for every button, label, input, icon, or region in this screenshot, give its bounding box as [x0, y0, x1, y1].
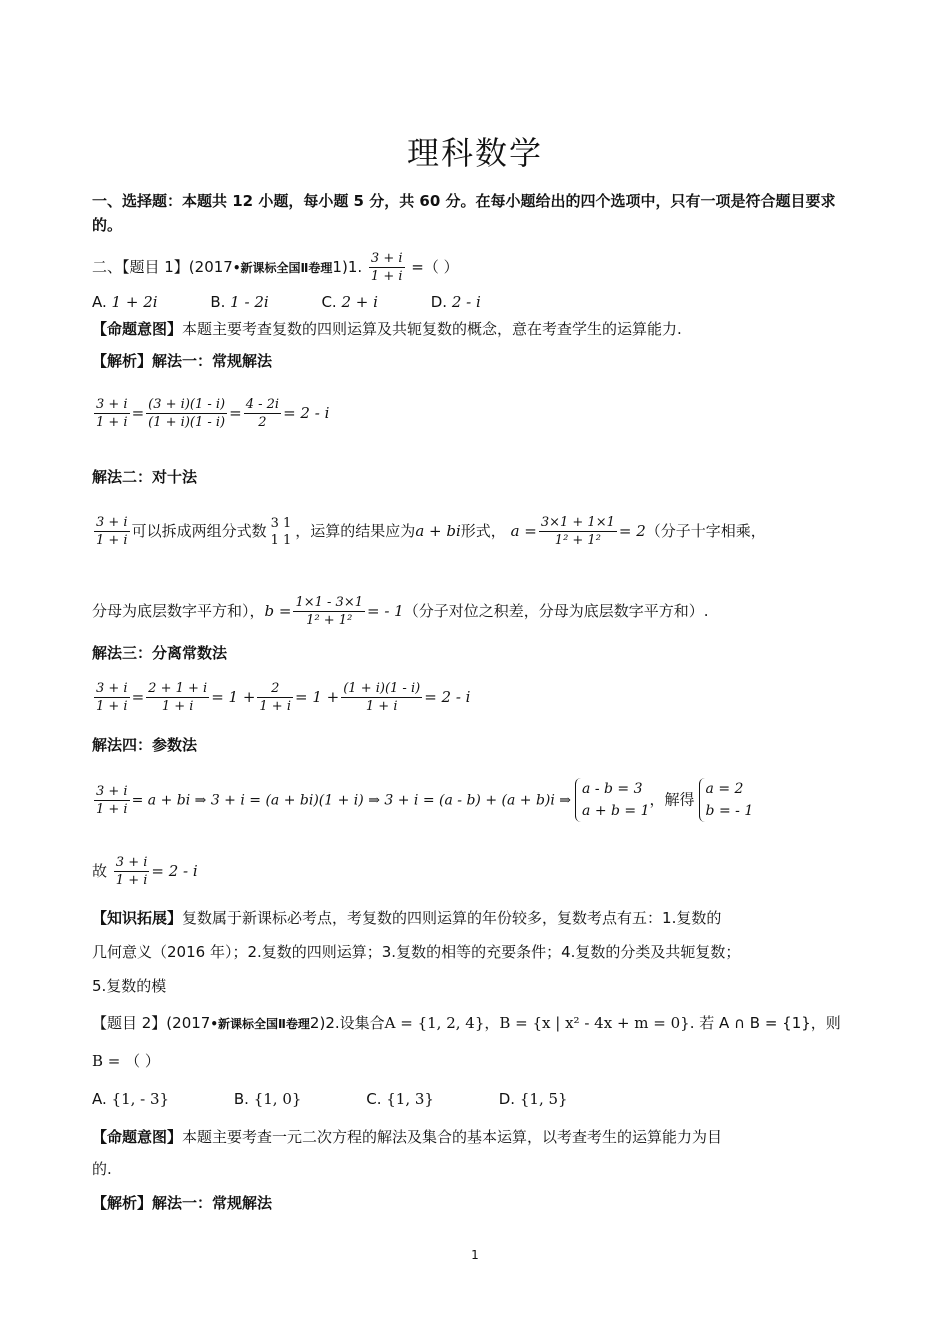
frac-numerator: (3 + i)(1 - i)	[148, 397, 226, 412]
m2-form: a + bi	[415, 522, 461, 540]
m1-frac-2	[146, 396, 227, 431]
m2-b-frac	[293, 594, 365, 629]
frac-denominator: 2	[258, 415, 267, 430]
q1-fraction	[369, 250, 405, 285]
intent-text: 本题主要考查复数的四则运算及共轭复数的概念，意在考查学生的运算能力.	[182, 320, 682, 338]
m1-frac-1	[94, 396, 130, 431]
conclusion-result: = 2 - i	[151, 862, 198, 880]
frac-numerator: 2 + 1 + i	[148, 681, 208, 696]
section-heading-cont: 的。	[92, 216, 123, 234]
frac-denominator: 1 + i	[115, 873, 148, 888]
frac-denominator: 1 + i	[96, 801, 128, 817]
m2-a-rhs: = 2	[618, 522, 646, 540]
option-value: {1, 0}	[253, 1090, 302, 1108]
q1-method4-label: 解法四：参数法	[92, 736, 198, 754]
m2-text-3: 形式，	[460, 522, 506, 540]
frac-numerator: 3 + i	[96, 397, 128, 412]
conclusion-frac	[114, 854, 150, 889]
option-value: {1, 3}	[386, 1090, 434, 1108]
q1-extension-line2: 几何意义（2016 年）；2.复数的四则运算；3.复数的相等的充要条件；4.复数的分类及共轭复数；	[92, 943, 741, 961]
frac-denominator: (1 + i)(1 - i)	[148, 415, 226, 430]
m2-b-rhs: = - 1	[367, 602, 404, 620]
option-value: 2 + i	[341, 293, 378, 311]
m2-text-1: 可以拆成两组分式数	[131, 522, 267, 540]
m1-result: = 2 - i	[283, 404, 330, 422]
q1-option-a	[92, 291, 158, 313]
frac-numerator: 4 - 2i	[245, 397, 280, 412]
q1-extension-line3: 5.复数的模	[92, 977, 167, 995]
option-letter: D.	[430, 293, 448, 311]
grid-top: 3 1	[270, 515, 292, 531]
q2-analysis-label: 【解析】解法一：常规解法	[92, 1194, 273, 1212]
q2-suffix: 2)2.设集合	[309, 1014, 385, 1032]
frac-denominator: 1² + 1²	[306, 613, 353, 628]
frac-numerator: 3 + i	[96, 783, 128, 799]
option-value: 1 + 2i	[111, 293, 158, 311]
option-letter: A.	[92, 293, 107, 311]
q2-intent-line1	[92, 1126, 722, 1148]
q2-intent-line2: 的.	[92, 1160, 112, 1178]
option-letter: C.	[321, 293, 337, 311]
extension-label: 【知识拓展】	[92, 909, 183, 927]
q1-method3-equation: $\frac{3 + i}{1 + i}$ = $\frac{2 + 1 + i}{1 + i}$ = 1 + $\frac{2}{1 + i}$ = 1 + $\frac{(1 + i)(1 - i)}{1 + i}$ = 2 - i	[96, 681, 471, 714]
m3-frac-3	[257, 680, 293, 715]
option-letter: A.	[92, 1090, 107, 1108]
q1-option-b	[210, 291, 268, 313]
q1-option-c	[321, 291, 377, 313]
intent-label: 【命题意图】	[92, 1128, 183, 1146]
q1-eq: =（ ）	[411, 258, 459, 276]
m2-b-lhs: b =	[264, 602, 292, 620]
grid-bottom: 1 1	[270, 532, 292, 548]
q1-options	[92, 291, 529, 313]
q1-method2-line2	[92, 594, 709, 629]
q2-set-a: A = {1, 2, 4}	[384, 1014, 485, 1032]
page-number: 1	[471, 1248, 479, 1262]
m3-frac-2	[146, 680, 209, 715]
m3-result: = 2 - i	[424, 688, 471, 706]
q1-analysis-label: 【解析】解法一：常规解法	[92, 352, 273, 370]
m4-solve-text: ，解得	[649, 790, 695, 809]
frac-numerator: 3×1 + 1×1	[540, 515, 615, 530]
question-1-stem	[92, 250, 459, 285]
frac-denominator: 1 + i	[259, 699, 291, 714]
section-heading: 一、选择题：本题共 12 小题，每小题 5 分，共 60 分。在每小题给出的四个选项中，只有一项是符合题目要求	[92, 192, 836, 210]
q2-prefix: 【题目 2】(2017	[92, 1014, 211, 1032]
option-letter: D.	[498, 1090, 516, 1108]
q2-option-b	[234, 1088, 302, 1110]
m3-mid-1: = 1 +	[211, 688, 256, 706]
m4-system	[575, 778, 649, 822]
m3-frac-4	[341, 680, 422, 715]
q1-source: •新课标全国Ⅱ卷理	[232, 261, 333, 275]
frac-numerator: 2	[257, 680, 293, 698]
m4-solution	[699, 778, 754, 822]
q1-intent	[92, 318, 682, 340]
system-eq-1: a - b = 3	[582, 781, 643, 797]
m2-text-4: （分子十字相乘，	[645, 522, 766, 540]
frac-numerator: 3 + i	[115, 855, 148, 870]
q1-option-d	[431, 291, 481, 313]
option-letter: B.	[233, 1090, 249, 1108]
frac-numerator: 3 + i	[370, 251, 403, 266]
q1-method4-equation	[92, 778, 753, 822]
frac-denominator: 1 + i	[96, 533, 128, 548]
option-value: {1, - 3}	[111, 1090, 170, 1108]
frac-denominator: 1 + i	[365, 699, 398, 714]
q2-source: •新课标全国Ⅱ卷理	[210, 1017, 310, 1031]
q1-suffix: 1)1.	[332, 258, 363, 276]
page-title: 理科数学	[406, 134, 543, 172]
frac-denominator: 1 + i	[96, 699, 128, 714]
m2-text-2: ，运算的结果应为	[295, 522, 416, 540]
frac-numerator: (1 + i)(1 - i)	[343, 681, 421, 696]
q1-method2-label: 解法二：对十法	[92, 468, 198, 486]
question-2-stem	[92, 1012, 841, 1035]
frac-denominator: 1 + i	[161, 699, 194, 714]
conclusion-prefix: 故	[92, 862, 108, 880]
q1-conclusion	[92, 854, 198, 889]
option-letter: C.	[366, 1090, 382, 1108]
m2-a-lhs: a =	[510, 522, 537, 540]
option-value: {1, 5}	[519, 1090, 568, 1108]
q1-method3-label: 解法三：分离常数法	[92, 644, 228, 662]
q2-options	[92, 1088, 616, 1110]
m2-grid	[269, 515, 294, 549]
q2-set-b: ，B = {x | x² - 4x + m = 0}	[484, 1014, 690, 1032]
intent-label: 【命题意图】	[92, 320, 183, 338]
q2-ask: B = （ ）	[92, 1052, 160, 1070]
q2-option-d	[499, 1088, 568, 1110]
m3-frac-1	[94, 680, 130, 715]
system-eq-2: a + b = 1	[582, 803, 650, 819]
frac-numerator: 3 + i	[96, 515, 128, 530]
intent-text-1: 本题主要考查一元二次方程的解法及集合的基本运算，以考查考生的运算能力为目	[182, 1128, 723, 1146]
m2-a-frac	[539, 514, 617, 549]
m2-frac	[94, 514, 130, 549]
q2-condition: . 若 A ∩ B = {1}，则	[689, 1014, 841, 1032]
m3-mid-2: = 1 +	[295, 688, 340, 706]
q1-prefix: 二、【题目 1】(2017	[92, 258, 233, 276]
m2-text-6: （分子对位之积差，分母为底层数字平方和）.	[403, 602, 709, 620]
q1-extension-line1	[92, 907, 721, 929]
frac-denominator: 1 + i	[96, 415, 128, 430]
solution-1: a = 2	[705, 781, 744, 797]
frac-numerator: 3 + i	[96, 681, 128, 696]
frac-denominator: 1 + i	[370, 269, 403, 284]
q2-option-a	[92, 1088, 169, 1110]
m4-chain: = a + bi ⇒ 3 + i = (a + bi)(1 + i) ⇒ 3 + i = (a - b) + (a + b)i ⇒	[131, 792, 572, 809]
option-value: 2 - i	[451, 293, 481, 311]
frac-denominator: 1² + 1²	[554, 533, 601, 548]
option-letter: B.	[210, 293, 226, 311]
q2-option-c	[366, 1088, 434, 1110]
extension-text-1: 复数属于新课标必考点，考复数的四则运算的年份较多，复数考点有五：1.复数的	[182, 909, 722, 927]
q1-method1-equation: $\frac{3 + i}{1 + i}$ = $\frac{(3 + i)(1 - i)}{(1 + i)(1 - i)}$ = $\frac{4 - 2i}{2}$ = 2 - i	[96, 397, 330, 430]
m1-frac-3	[244, 396, 281, 431]
q1-method2-line1	[92, 514, 766, 549]
m2-text-5: 分母为底层数字平方和），	[92, 602, 265, 620]
m4-frac	[94, 783, 130, 818]
option-value: 1 - 2i	[230, 293, 269, 311]
frac-numerator: 1×1 - 3×1	[295, 595, 363, 610]
solution-2: b = - 1	[705, 803, 754, 819]
